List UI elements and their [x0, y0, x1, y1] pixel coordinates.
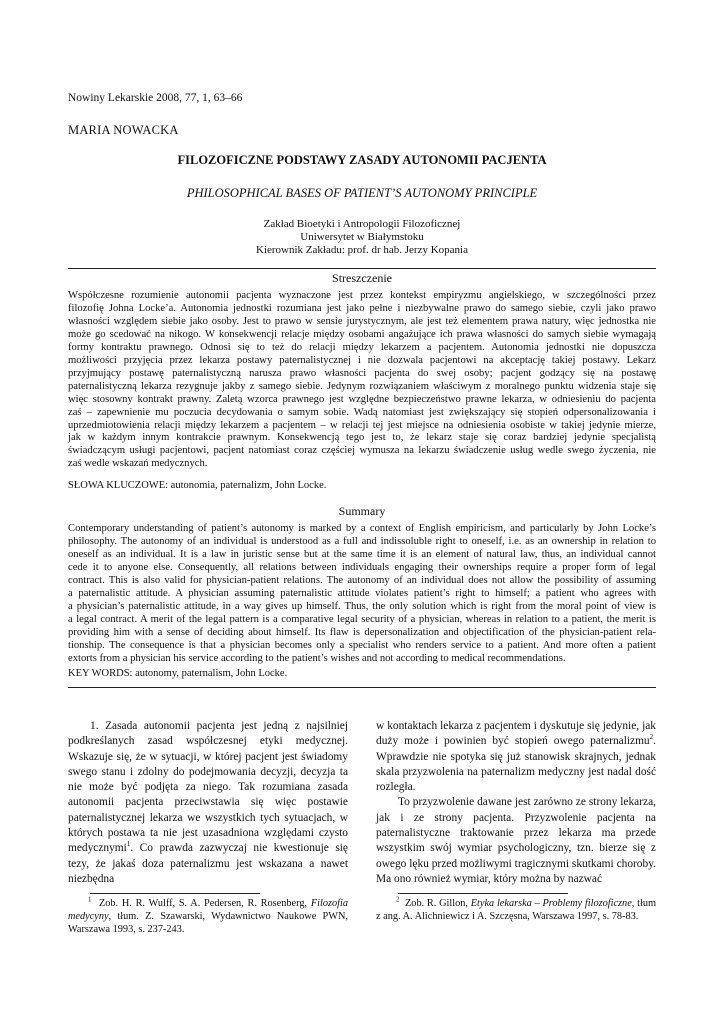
abstract-line: a paternalistic attitude. A physician assuming paternalistic attitude violates patient’s right to himself; a patient who agrees with — [68, 587, 656, 599]
paragraph: To przyzwolenie dawane jest zarówno ze strony lekarza, jak i ze strony pacjenta. Przyzwolenie pacjenta na paternalistyczne traktowanie przez lekarza ma przede wszystkim swój wymiar psychologiczny, tzn. bierze się z owego lęku przed możliwymi tragicznymi skutkami choroby. Ma ono również wymiar, który można by nazwać — [376, 796, 656, 885]
abstract-pl-heading: Streszczenie — [332, 271, 392, 285]
journal-citation: Nowiny Lekarskie 2008, 77, 1, 63–66 — [68, 92, 243, 104]
paragraph: w kontaktach lekarza z pacjentem i dyskutuje się jedynie, jak duży może i powinien być stopień owego paternalizmu$^2$. Wprawdzie nie spotyka się już stanowisk skrajnych, jednak skala przyzwolenia na paternalizm medyczny jest nadal dość rozległa. — [376, 720, 656, 794]
divider — [68, 687, 656, 688]
abstract-line: formy kontraktu prawnego. Odnosi się to też do relacji między lekarzem a pacjentem. Autonomia jednostki nie dopuszcza — [68, 341, 656, 353]
abstract-line: własności względem siebie jako osoby. Jest to prawo w sensie jurystycznym, ale jest też elementem prawa natury, więc jednostka nie — [68, 315, 656, 327]
abstract-polish — [68, 290, 656, 471]
affiliation-line: Kierownik Zakładu: prof. dr hab. Jerzy Kopania — [256, 244, 468, 256]
abstract-line: filozofię Johna Locke’a. Autonomia jednostki rozumiana jest jako pełne i niezbywalne prawo do samego siebie, czyli jako prawo — [68, 302, 656, 314]
affiliation — [0, 218, 724, 257]
abstract-line: philosophy. The autonomy of an individual is understood as a full and indissoluble right to oneself, i.e. as an ownership in relation to — [68, 535, 656, 547]
abstract-line: zaś – zapewnienie mu poczucia decydowania o samym sobie. Wadą natomiast jest zwiększający się stopień odpersonalizowania i — [68, 406, 656, 418]
abstract-line: a physician’s paternalistic attitude, in a way gives up himself. Thus, the only solution which is right from the moral point of view is — [68, 600, 656, 612]
abstract-line: contract. This is also valid for physician-patient relations. The autonomy of an individual does not allow the possibility of assuming — [68, 574, 656, 586]
footnote-1: $^1$ Zob. H. R. Wulff, S. A. Pedersen, R. Rosenberg, Filozofia medycyny, tłum. Z. Szawarski, Wydawnictwo Naukowe PWN, Warszawa 1993, s. 237-243. — [68, 895, 348, 935]
footnote-ref[interactable]: 2 — [649, 733, 654, 742]
abstract-line: providing him with a sense of deciding about himself. Its flaw is depersonalization and objectification of the physician-patient rela- — [68, 626, 656, 638]
footnote-divider — [90, 893, 260, 894]
abstract-english — [68, 523, 656, 665]
title-polish: FILOZOFICZNE PODSTAWY ZASADY AUTONOMII PACJENTA — [177, 153, 547, 167]
footnote-ref[interactable]: 1 — [126, 840, 131, 849]
title-english: PHILOSOPHICAL BASES OF PATIENT’S AUTONOMY PRINCIPLE — [186, 186, 538, 200]
divider — [68, 268, 656, 269]
abstract-line: jak w każdym innym kontrakcie prawnym. Konsekwencją tego jest to, że lekarz staje się coraz bardziej jedynie specjalistą — [68, 432, 656, 444]
keywords-polish: SŁOWA KLUCZOWE: autonomia, paternalizm, John Locke. — [68, 480, 327, 491]
author-name: MARIA NOWACKA — [68, 123, 179, 137]
abstract-line: oneself as an individual. It is a law in juristic sense but at the same time it is an element of natural law, thus, an individual cannot — [68, 548, 656, 560]
abstract-line: świadczącym usługi pacjentowi, pacjent natomiast coraz częściej wymusza na lekarzu świadczenie usług wedle swego życzenia, nie — [68, 445, 656, 457]
body-right-column — [376, 719, 656, 887]
abstract-line: uprzedmiotowienia relacji między lekarzem a pacjentem – w relacji tej jest miejsce na odniesienia osobiste w takiej jedynie mierze, — [68, 419, 656, 431]
footnote-divider — [398, 893, 568, 894]
affiliation-line: Zakład Bioetyki i Antropologii Filozoficznej — [263, 218, 461, 230]
footnote-mark: 2 — [396, 895, 400, 904]
abstract-line: cede it to anyone else. Consequently, all relations between individuals engaging their ownerships require a proper form of legal — [68, 561, 656, 573]
footnote-mark: 1 — [88, 895, 92, 904]
abstract-line: możliwości przyjęcia przez lekarza postawy paternalistycznej i nie dozwala pacjentowi na akceptację takiej postawy. Lekarz — [68, 354, 656, 366]
abstract-line: a legal contract. A merit of the legal pattern is a comparative legal security of a physician, whereas in relation to a patient, the merit is — [68, 613, 656, 625]
abstract-line: może go scedować na nikogo. W konsekwencji relacje między osobami angażujące ich prawa własności do samych siebie wymagają — [68, 328, 656, 340]
abstract-line: Contemporary understanding of patient’s autonomy is marked by a context of English empiricism, and particularly by John Locke’s — [68, 523, 656, 534]
abstract-en-heading: Summary — [338, 504, 386, 518]
affiliation-line: Uniwersytet w Białymstoku — [300, 231, 424, 243]
abstract-line: zaś wedle wskazań medycznych. — [68, 458, 208, 470]
abstract-line: extorts from a physician his service according to the patient’s wishes and not according to medical recommendations. — [68, 652, 566, 664]
abstract-line: Współczesne rozumienie autonomii pacjenta wyznaczone jest przez kontekst empiryzmu angielskiego, w szczególności przez — [68, 290, 656, 301]
abstract-line: paternalistyczną lekarza rezygnuje jakby z samego siebie. Jedynym rozwiązaniem właściwym z moralnego punktu widzenia staje się — [68, 380, 656, 392]
paragraph: 1. Zasada autonomii pacjenta jest jedną z najsilniej podkreślanych zasad współczesnej etyki medycznej. Wskazuje się, że w sytuacji, w której pacjent jest świadomy swego stanu i zdolny do podejmowania decyzji, decyzja ta nie może być podjęta za niego. Tak rozumiana zasada autonomii pacjenta przeciwstawia się więc postawie paternalistycznej lekarza we wszystkich tych sytuacjach, w których postawa ta nie jest uzasadniona względami czysto medycznymi$^1$. Co prawda zazwyczaj nie kwestionuje się tezy, że jakaś doza paternalizmu jest wskazana a nawet niezbędna — [68, 720, 348, 885]
abstract-line: przyjmujący postawę paternalistyczną narusza prawo własności pacjenta do swej osoby; pacjent godzący się na postawę — [68, 367, 656, 379]
keywords-english: KEY WORDS: autonomy, paternalism, John Locke. — [68, 668, 288, 679]
abstract-line: więc stosowny kontrakt prawny. Zaletą wzorca prawnego jest względne bezpieczeństwo prawne lekarza, w odniesieniu do pacjenta — [68, 393, 656, 405]
body-left-column — [68, 719, 348, 887]
footnote-2: $^2$ Zob. R. Gillon, Etyka lekarska – Problemy filozoficzne, tłum z ang. A. Alichniewicz i A. Szczęsna, Warszawa 1997, s. 78-83. — [376, 895, 656, 922]
abstract-line: tionship. The consequence is that a physician becomes only a specialist who renders service to a patient. And more often a patient — [68, 639, 656, 651]
